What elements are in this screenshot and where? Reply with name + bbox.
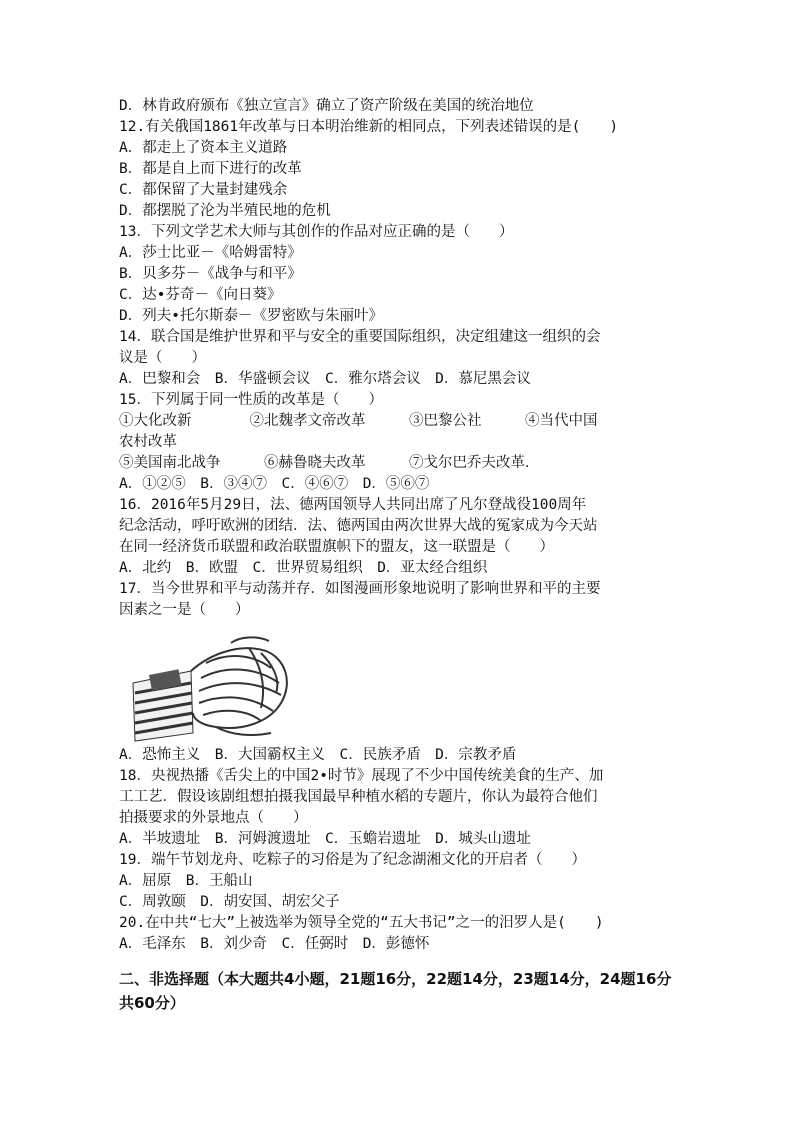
- exam-page: [119, 96, 679, 1015]
- question-15-items-1: ①大化改新 ②北魏孝文帝改革 ③巴黎公社 ④当代中国: [119, 413, 598, 429]
- question-17-line-1: 17．当今世界和平与动荡并存．如图漫画形象地说明了影响世界和平的主要: [119, 581, 601, 597]
- options-20: A．毛泽东 B．刘少奇 C．任弼时 D．彭德怀: [119, 936, 430, 952]
- option-12-c: C．都保留了大量封建残余: [119, 182, 288, 198]
- option-12-a: A．都走上了资本主义道路: [119, 140, 288, 156]
- question-19: 19．端午节划龙舟、吃粽子的习俗是为了纪念湖湘文化的开启者（ ）: [119, 852, 586, 868]
- question-16-line-3: 在同一经济货币联盟和政治联盟旗帜下的盟友，这一联盟是（ ）: [119, 539, 554, 555]
- option-13-a: A．莎士比亚－《哈姆雷特》: [119, 245, 302, 261]
- options-19-ab: A．屈原 B．王船山: [119, 873, 253, 889]
- options-16: A．北约 B．欧盟 C．世界贸易组织 D．亚太经合组织: [119, 560, 488, 576]
- options-17: A．恐怖主义 B．大国霸权主义 C．民族矛盾 D．宗教矛盾: [119, 747, 517, 763]
- question-18-line-2: 工工艺．假设该剧组想拍摄我国最早种植水稻的专题片，你认为最符合他们: [119, 789, 598, 805]
- question-17-line-2: 因素之一是（ ）: [119, 602, 250, 618]
- question-15: 15．下列属于同一性质的改革是（ ）: [119, 392, 383, 408]
- options-14: A．巴黎和会 B．华盛顿会议 C．雅尔塔会议 D．慕尼黑会议: [119, 371, 531, 387]
- cartoon-image: [121, 623, 301, 743]
- options-15: A．①②⑤ B．③④⑦ C．④⑥⑦ D．⑤⑥⑦: [119, 476, 430, 492]
- question-15-items-2: 农村改革: [119, 434, 177, 450]
- option-12-b: B．都是自上而下进行的改革: [119, 161, 302, 177]
- section-heading: 二、非选择题（本大题共4小题，21题16分，22题14分，23题14分，24题16分共60分）: [119, 970, 672, 1012]
- options-18: A．半坡遗址 B．河姆渡遗址 C．玉蟾岩遗址 D．城头山遗址: [119, 831, 531, 847]
- question-14-line-2: 议是（ ）: [119, 350, 206, 366]
- option-13-b: B．贝多芬－《战争与和平》: [119, 266, 302, 282]
- question-18-line-1: 18．央视热播《舌尖上的中国2•时节》展现了不少中国传统美食的生产、加: [119, 768, 604, 784]
- question-16-line-1: 16．2016年5月29日，法、德两国领导人共同出席了凡尔登战役100周年: [119, 497, 587, 513]
- options-19-cd: C．周敦颐 D．胡安国、胡宏父子: [119, 894, 340, 910]
- question-14-line-1: 14．联合国是维护世界和平与安全的重要国际组织，决定组建这一组织的会: [119, 329, 601, 345]
- question-12: 12.有关俄国1861年改革与日本明治维新的相同点，下列表述错误的是( ): [119, 119, 619, 135]
- question-13: 13．下列文学艺术大师与其创作的作品对应正确的是（ ）: [119, 224, 514, 240]
- option-12-d: D．都摆脱了沦为半殖民地的危机: [119, 203, 331, 219]
- question-20: 20.在中共“七大”上被选举为领导全党的“五大书记”之一的汨罗人是( ): [119, 915, 604, 931]
- option-13-d: D．列夫•托尔斯泰－《罗密欧与朱丽叶》: [119, 308, 383, 324]
- question-16-line-2: 纪念活动，呼吁欧洲的团结．法、德两国由两次世界大战的冤家成为今天站: [119, 518, 598, 534]
- question-15-items-3: ⑤美国南北战争 ⑥赫鲁晓夫改革 ⑦戈尔巴乔夫改革．: [119, 455, 540, 471]
- question-18-line-3: 拍摄要求的外景地点（ ）: [119, 810, 308, 826]
- option-11-d: D．林肯政府颁布《独立宣言》确立了资产阶级在美国的统治地位: [119, 98, 534, 114]
- option-13-c: C．达•芬奇－《向日葵》: [119, 287, 282, 303]
